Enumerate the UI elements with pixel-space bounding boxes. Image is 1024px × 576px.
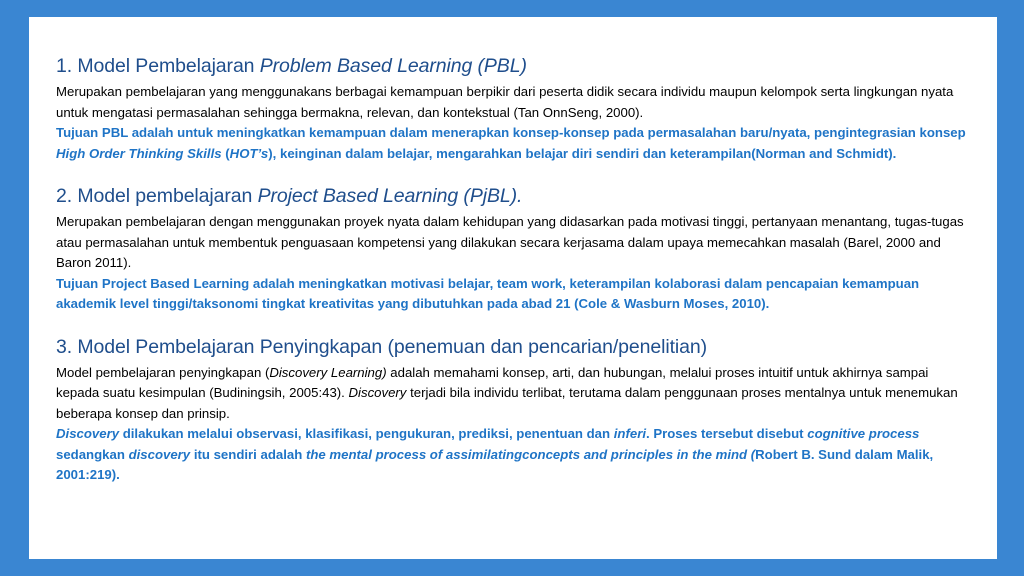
desc-text: adalah memahami konsep, arti, dan hubungan, melalui proses intuitif untuk akhirnya sampai kepada suatu kesimpulan (Budiningsih, 2005:43). (56, 364, 929, 400)
goal-text: Tujuan PBL adalah untuk meningkatkan kemampuan dalam menerapkan konsep-konsep pada permasalahan baru/nyata, pengintegrasian konsep (56, 125, 966, 140)
goal-text: sedangkan (56, 446, 129, 462)
desc-italic-text: Discovery Learning) (269, 364, 387, 380)
heading-text: 2. Model pembelajaran (56, 185, 258, 207)
goal-text: . Proses tersebut disebut (646, 426, 808, 441)
section-goal (56, 424, 971, 486)
goal-text: dilakukan melalui observasi, klasifikasi, pengukuran, prediksi, penentuan dan (119, 426, 614, 441)
section-goal (56, 123, 971, 164)
section-discovery (56, 334, 971, 486)
desc-italic-text: Discovery (348, 385, 407, 400)
goal-italic-text: discovery (128, 446, 191, 462)
goal-italic-text: Discovery (56, 426, 120, 441)
slide (29, 17, 997, 559)
section-description (56, 363, 971, 425)
heading-italic-text: Problem Based Learning (PBL) (259, 55, 527, 77)
goal-text: Robert B. Sund dalam Malik, 2001:219). (56, 446, 934, 482)
section-goal: Tujuan Project Based Learning adalah meningkatkan motivasi belajar, team work, keterampilan kolaborasi dalam pencapaian kemampuan akademik level tinggi/taksonomi tingkat kreativitas yang dibutuhkan pada abad 21 (Cole & Wasburn Moses, 2010). (56, 275, 920, 311)
slide-content (56, 53, 971, 505)
goal-italic-text: inferi (613, 426, 646, 441)
goal-italic-text: High Order Thinking Skills (56, 145, 222, 161)
heading-italic-text: Project Based Learning (PjBL). (257, 185, 523, 207)
goal-text: ), keinginan dalam belajar, mengarahkan belajar diri sendiri dan keterampilan(Norman and Schmidt). (268, 145, 897, 161)
section-heading: 3. Model Pembelajaran Penyingkapan (penemuan dan pencarian/penelitian) (56, 335, 708, 358)
heading-text: 1. Model Pembelajaran (56, 55, 260, 77)
desc-text: Model pembelajaran penyingkapan ( (56, 364, 270, 380)
goal-italic-text: HOT’s (229, 145, 269, 161)
section-heading (56, 53, 971, 79)
section-heading (56, 183, 971, 209)
goal-italic-text: cognitive process (807, 426, 920, 441)
section-description: Merupakan pembelajaran dengan menggunakan proyek nyata dalam kehidupan yang didasarkan pada motivasi tinggi, pertanyaan menantang, tugas-tugas atau permasalahan untuk membentuk penguasaan kompetensi yang dilakukan secara kerjasama dalam upaya memecahkan masalah (Barel, 2000 and Baron 2011). (56, 214, 964, 270)
section-description: Merupakan pembelajaran yang menggunakans berbagai kemampuan berpikir dari peserta didik secara individu maupun kelompok serta lingkungan nyata untuk mengatasi permasalahan sehingga bermakna, relevan, dan kontekstual (Tan OnnSeng, 2000). (56, 84, 954, 120)
desc-text: terjadi bila individu terlibat, terutama dalam penggunaan proses mentalnya untuk menemukan beberapa konsep dan prinsip. (56, 385, 958, 421)
section-pjbl (56, 183, 971, 315)
goal-text: ( (221, 145, 230, 161)
goal-text: itu sendiri adalah (190, 446, 306, 462)
section-pbl (56, 53, 971, 164)
goal-italic-text: the mental process of assimilatingconcepts and principles in the mind ( (305, 446, 756, 462)
